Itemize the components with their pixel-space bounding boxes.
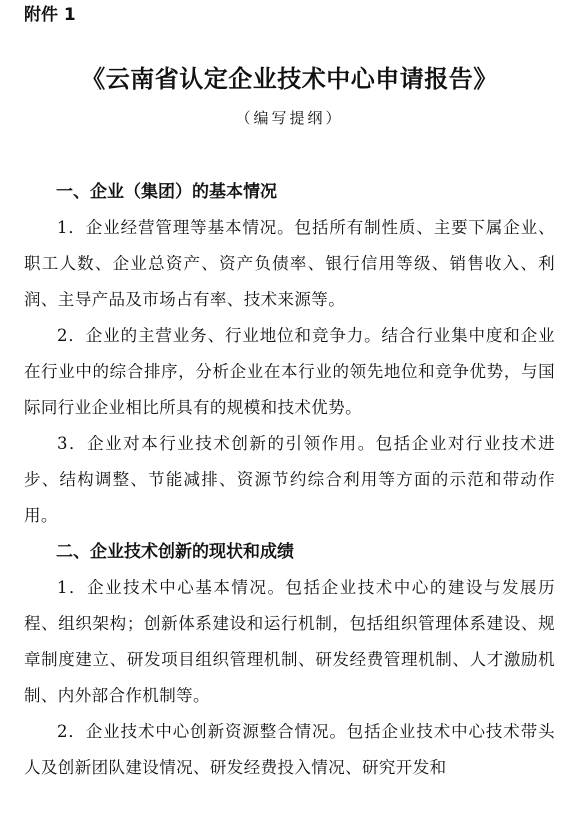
paragraph-1-1: 1．企业经营管理等基本情况。包括所有制性质、主要下属企业、职工人数、企业总资产、资产负债率、银行信用等级、销售收入、利润、主导产品及市场占有率、技术来源等。	[24, 218, 555, 309]
document-title: 《云南省认定企业技术中心申请报告》	[81, 65, 498, 93]
paragraph-1-3: 3．企业对本行业技术创新的引领作用。包括企业对行业技术进步、结构调整、节能减排、资源节约综合利用等方面的示范和带动作用。	[24, 434, 555, 525]
attachment-label: 附件 1	[24, 5, 76, 25]
document-subtitle: （编写提纲）	[235, 109, 344, 127]
paragraph-2-2: 2．企业技术中心创新资源整合情况。包括企业技术中心技术带头人及创新团队建设情况、研发经费投入情况、研究开发和	[24, 722, 555, 777]
section-heading-1: 一、企业（集团）的基本情况	[56, 182, 277, 202]
section-heading-2: 二、企业技术创新的现状和成绩	[56, 542, 294, 562]
paragraph-1-2: 2．企业的主营业务、行业地位和竞争力。结合行业集中度和企业在行业中的综合排序，分析企业在本行业的领先地位和竞争优势，与国际同行业企业相比所具有的规模和技术优势。	[24, 326, 555, 417]
paragraph-2-1: 1．企业技术中心基本情况。包括企业技术中心的建设与发展历程、组织架构；创新体系建设和运行机制，包括组织管理体系建设、规章制度建立、研发项目组织管理机制、研发经费管理机制、人才激励机制、内外部合作机制等。	[24, 578, 555, 705]
